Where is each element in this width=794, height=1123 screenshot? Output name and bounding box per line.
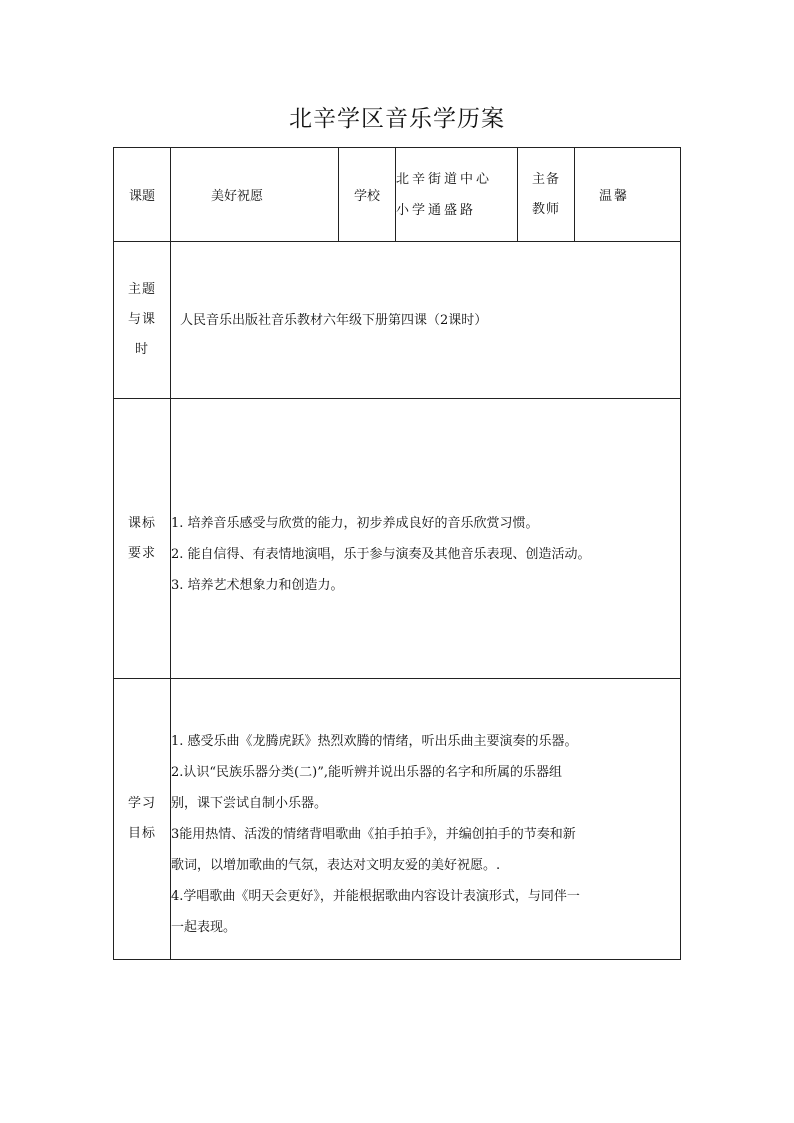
objectives-item-4-line-2: 一起表现。 [171,920,237,935]
standards-label-line-1: 课标 [127,515,156,531]
topic-label: 课题 [114,148,171,242]
theme-label-line-2: 与课 [127,312,156,327]
objectives-item-2-line-2: 别，课下尝试自制小乐器。 [171,796,328,811]
theme-label-line-1: 主题 [127,282,156,297]
objectives-item-2-line-1: 2.认识“民族乐器分类(二)”,能听辨并说出乐器的名字和所属的乐器组 [171,765,562,780]
teacher-value: 温馨 [575,148,681,242]
standards-item-3: 3. 培养艺术想象力和创造力。 [171,577,344,593]
theme-text: 人民音乐出版社音乐教材六年级下册第四课（2课时） [180,312,488,328]
objectives-label-line-1: 学习 [127,796,156,811]
header-row [114,148,681,242]
school-value-line-2: 小学通盛路 [396,202,477,218]
teacher-label-line-2: 教师 [531,201,560,217]
standards-item-1: 1. 培养音乐感受与欣赏的能力，初步养成良好的音乐欣赏习惯。 [171,515,539,531]
school-value-line-1: 北辛街道中心 [396,171,493,187]
theme-label-line-3: 时 [134,342,149,357]
page-title: 北辛学区音乐学历案 [289,106,505,132]
theme-content [171,242,681,399]
standards-row [114,399,681,679]
lesson-plan-table [113,147,681,960]
teacher-label-line-1: 主备 [531,171,560,187]
theme-label [114,242,171,399]
topic-value: 美好祝愿 [171,148,339,242]
school-value [396,148,518,242]
standards-label-line-2: 要求 [127,545,156,561]
theme-row [114,242,681,399]
objectives-label-line-2: 目标 [127,826,156,841]
objectives-item-3-line-1: 3能用热情、活泼的情绪背唱歌曲《拍手拍手》，并编创拍手的节奏和新 [171,827,576,842]
objectives-item-1: 1. 感受乐曲《龙腾虎跃》热烈欢腾的情绪，听出乐曲主要演奏的乐器。 [171,734,578,749]
standards-content [171,399,681,679]
objectives-item-3-line-2: 歌词，以增加歌曲的气氛，表达对文明友爱的美好祝愿。. [171,858,501,873]
objectives-label [114,679,171,960]
objectives-row [114,679,681,960]
standards-item-2: 2. 能自信得、有表情地演唱，乐于参与演奏及其他音乐表现、创造活动。 [171,546,591,562]
objectives-content [171,679,681,960]
objectives-item-4-line-1: 4.学唱歌曲《明天会更好》，并能根据歌曲内容设计表演形式，与同伴一 [171,889,580,904]
school-label: 学校 [339,148,396,242]
teacher-label [518,148,575,242]
standards-label [114,399,171,679]
